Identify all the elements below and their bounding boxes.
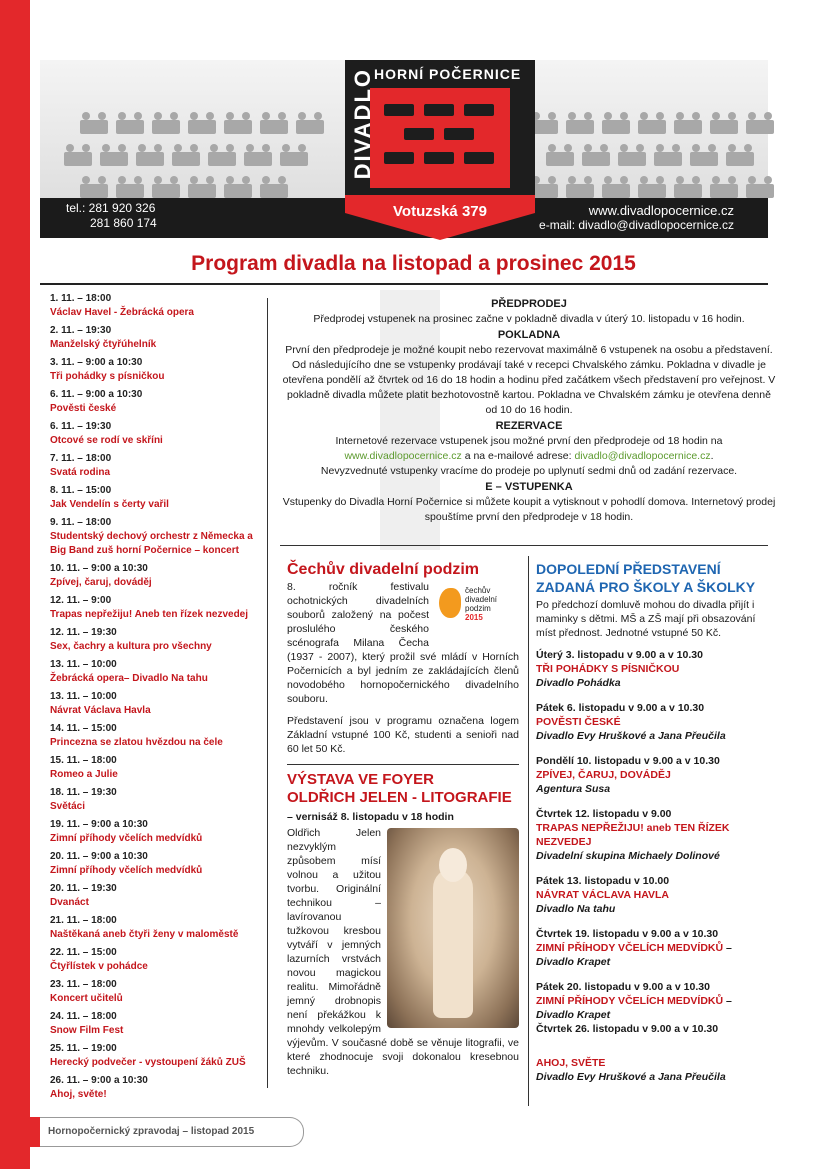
school-shows-list — [536, 648, 768, 1084]
column-divider-2 — [528, 556, 529, 1106]
school-show — [536, 648, 768, 690]
phone-1: tel.: 281 920 326 — [66, 201, 156, 215]
phone-numbers — [66, 201, 157, 231]
schedule-title: Zimní příhody včelích medvídků — [50, 833, 203, 844]
show-title: TRAPAS NEPŘEŽIJU! aneb TEN ŘÍZEK NEZVEDEJ — [536, 822, 730, 848]
show-when: Pátek 13. listopadu v 10.00 — [536, 875, 670, 887]
show-title: NÁVRAT VÁCLAVA HAVLA — [536, 889, 669, 901]
schedule-date: 7. 11. – 18:00 — [50, 453, 112, 464]
address: Votuzská 379 — [393, 203, 487, 220]
schedule-item — [50, 562, 265, 590]
schedule-item — [50, 818, 265, 846]
show-title: ZIMNÍ PŘÍHODY VČELÍCH MEDVÍDKŮ — [536, 942, 724, 954]
logo-side-left: DIVADLO — [350, 68, 375, 180]
school-show — [536, 927, 768, 969]
schedule-title: Trapas nepřežiju! Aneb ten řízek nezvedej — [50, 609, 249, 620]
schedule-item — [50, 356, 265, 384]
schedule-date: 9. 11. – 18:00 — [50, 517, 112, 528]
schedule-title: Václav Havel - Žebrácká opera — [50, 307, 194, 318]
logo-side-right: DIVADLO — [729, 620, 741, 681]
website-link[interactable]: www.divadlopocernice.cz — [588, 203, 734, 218]
schedule-item — [50, 420, 265, 448]
schedule-title: Princezna se zlatou hvězdou na čele — [50, 737, 223, 748]
show-company: Divadelní skupina Michaely Dolinové — [536, 850, 720, 862]
cech-text-2: Představení jsou v programu označena logem Základní vstupné 100 Kč, studenti a senioři nad 60 let 50 Kč. — [287, 715, 519, 755]
logo-red-panel — [370, 88, 510, 188]
show-when: Pondělí 10. listopadu v 9.00 a v 10.30 — [536, 755, 720, 767]
vernisaz-date: – vernisáž 8. listopadu v 18 hodin — [287, 811, 454, 823]
middle-column — [287, 560, 519, 1078]
show-company: Divadlo Na tahu — [536, 903, 616, 915]
school-show — [536, 807, 768, 863]
schedule-title: Svatá rodina — [50, 467, 111, 478]
show-title: AHOJ, SVĚTE — [536, 1057, 606, 1069]
show-title: POVĚSTI ČESKÉ — [536, 716, 621, 728]
rezervace-email-link[interactable]: divadlo@divadlopocernice.cz — [574, 450, 711, 462]
schedule-title: Sex, čachry a kultura pro všechny — [50, 641, 212, 652]
schedule-date: 21. 11. – 18:00 — [50, 915, 117, 926]
festival-head-icon — [439, 588, 461, 618]
schedule-item — [50, 690, 265, 718]
pokladna-text: První den předprodeje je možné koupit nebo rezervovat maximálně 6 vstupenek na osobu a představení. Od následujícího dne se vstupenky prodávají také v recepci Chvalského zámku. Pokladna v divadle je otevřena pondělí až čtvrtek od 16 do 18 hodin a hodinu před začátkem všech představení pro veřejnost. V pokladně divadla můžete platit bezhotovostně kartou. Pokladna ve Chvalském zámku je otevřena denně od 10 do 16 hodin. — [282, 344, 776, 416]
schedule-title: Dvanáct — [50, 897, 89, 908]
schedule-title: Pověsti české — [50, 403, 117, 414]
footer-text: Hornopočernický zpravodaj – listopad 2015 — [48, 1126, 255, 1137]
schedule-title: Tři pohádky s písničkou — [50, 371, 165, 382]
show-company: Divadlo Pohádka — [536, 677, 621, 689]
show-title: ZIMNÍ PŘÍHODY VČELÍCH MEDVÍDKŮ — [536, 995, 724, 1007]
schedule-item — [50, 484, 265, 512]
schedule-item — [50, 658, 265, 686]
schedule-item — [50, 786, 265, 814]
schedule-title: Naštěkaná aneb čtyři ženy v maloměstě — [50, 929, 239, 940]
dopoledni-intro: Po předchozí domluvě mohou do divadla přijít i maminky s dětmi. MŠ a ZŠ mají při obsazování míst přednost. Jednotné vstupné 50 Kč. — [536, 599, 756, 639]
schedule-title: Světáci — [50, 801, 86, 812]
school-show — [536, 1056, 768, 1084]
schedule-item — [50, 978, 265, 1006]
seats-decoration-left-3 — [80, 184, 288, 198]
schedule-item — [50, 452, 265, 480]
schedule-date: 6. 11. – 9:00 a 10:30 — [50, 389, 143, 400]
seats-decoration-left-2 — [64, 152, 308, 166]
schedule-item — [50, 594, 265, 622]
ticket-info — [280, 296, 778, 525]
show-company: Divadlo Evy Hruškové a Jana Přeučila — [536, 1071, 726, 1083]
show-when: Úterý 3. listopadu v 9.00 a v 10.30 — [536, 649, 703, 661]
schedule-title: Romeo a Julie — [50, 769, 118, 780]
festival-logo-text — [465, 586, 519, 622]
logo-top-text: HORNÍ POČERNICE — [374, 66, 522, 82]
schedule-item — [50, 516, 265, 558]
festival-logo-year: 2015 — [465, 613, 483, 622]
schedule-date: 20. 11. – 9:00 a 10:30 — [50, 851, 148, 862]
show-company: Divadlo Evy Hruškové a Jana Přeučila — [536, 730, 726, 742]
schedule-date: 19. 11. – 9:00 a 10:30 — [50, 819, 148, 830]
schedule-title: Čtyřlístek v pohádce — [50, 961, 148, 972]
schedule-item — [50, 626, 265, 654]
show-when: Čtvrtek 19. listopadu v 9.00 a v 10.30 — [536, 928, 719, 940]
schedule-title: Zimní příhody včelích medvídků — [50, 865, 203, 876]
schedule-date: 2. 11. – 19:30 — [50, 325, 112, 336]
schedule-item — [50, 388, 265, 416]
seats-decoration-left — [80, 120, 324, 134]
vystava-title-1: VÝSTAVA VE FOYER — [287, 771, 434, 788]
schedule-title: Snow Film Fest — [50, 1025, 124, 1036]
schedule-date: 1. 11. – 18:00 — [50, 293, 112, 304]
schedule-title: Manželský čtyřúhelník — [50, 339, 157, 350]
schedule-title: Jak Vendelín s čerty vařil — [50, 499, 169, 510]
seats-decoration-right — [530, 120, 774, 134]
schedule-date: 24. 11. – 18:00 — [50, 1011, 117, 1022]
evstupenka-heading: E – VSTUPENKA — [485, 481, 573, 493]
school-show — [536, 754, 768, 796]
schedule-date: 18. 11. – 19:30 — [50, 787, 117, 798]
email-link[interactable]: e-mail: divadlo@divadlopocernice.cz — [539, 218, 734, 232]
festival-logo-name: čechův divadelní podzim — [465, 586, 498, 613]
rezervace-web-link[interactable]: www.divadlopocernice.cz — [344, 450, 462, 462]
show-when-2: Čtvrtek 26. listopadu v 9.00 a v 10.30 — [536, 1023, 719, 1035]
schedule-title: Ahoj, světe! — [50, 1089, 107, 1100]
schedule-title: Herecký podvečer - vystoupení žáků ZUŠ — [50, 1057, 246, 1068]
schedule-date: 12. 11. – 9:00 — [50, 595, 112, 606]
school-show — [536, 701, 768, 743]
rezervace-text-1: Internetové rezervace vstupenek jsou možné první den předprodeje od 18 hodin na — [335, 435, 723, 447]
schedule-date: 12. 11. – 19:30 — [50, 627, 117, 638]
schedule-item — [50, 722, 265, 750]
schedule-item — [50, 324, 265, 352]
schedule-date: 25. 11. – 19:00 — [50, 1043, 117, 1054]
pokladna-heading: POKLADNA — [497, 329, 561, 341]
schedule-item — [50, 946, 265, 974]
schedule-title: Studentský dechový orchestr z Německa a Big Band zuš horní Počernice – koncert — [50, 531, 253, 556]
show-when: Pátek 20. listopadu v 9.00 a v 10.30 — [536, 981, 710, 993]
schedule-item — [50, 882, 265, 910]
schedule-date: 26. 11. – 9:00 a 10:30 — [50, 1075, 148, 1086]
footer — [40, 1117, 304, 1147]
predprodej-heading: PŘEDPRODEJ — [491, 298, 567, 310]
schedule-date: 23. 11. – 18:00 — [50, 979, 117, 990]
event-schedule — [50, 292, 265, 1106]
schedule-date: 22. 11. – 15:00 — [50, 947, 117, 958]
schedule-date: 6. 11. – 19:30 — [50, 421, 112, 432]
evstupenka-text: Vstupenky do Divadla Horní Počernice si můžete koupit a vytisknout v pohodlí domova. Internetový prodej spouštíme první den předprodeje v 18 hodin. — [282, 496, 776, 523]
show-company: – Divadlo Krapet — [536, 995, 732, 1021]
schedule-item — [50, 292, 265, 320]
title-divider — [40, 283, 768, 285]
show-when: Pátek 6. listopadu v 9.00 a v 10.30 — [536, 702, 705, 714]
show-when: Čtvrtek 12. listopadu v 9.00 — [536, 808, 672, 820]
show-company: Agentura Susa — [536, 783, 611, 795]
rezervace-text — [280, 434, 778, 479]
show-company: – Divadlo Krapet — [536, 942, 732, 968]
schedule-title: Koncert učitelů — [50, 993, 123, 1004]
schedule-title: Žebrácká opera– Divadlo Na tahu — [50, 673, 208, 684]
schedule-item — [50, 914, 265, 942]
rezervace-end: . — [710, 450, 714, 462]
dopoledni-heading-1: DOPOLEDNÍ PŘEDSTAVENÍ — [536, 561, 721, 577]
schedule-item — [50, 850, 265, 878]
school-show — [536, 874, 768, 916]
red-side-stripe — [0, 0, 30, 1169]
school-show — [536, 980, 768, 1036]
cech-text-1: 8. ročník festivalu ochotnických divadelních souborů založený na počest proslulého českého scénografa Milana Čecha (1937 - 2007), který prožil své mládí v Horních Počernicích a byl jedním ze zakládajících členů novodobého hornopočernického divadelního souboru. — [287, 581, 519, 705]
phone-2: 281 860 174 — [90, 216, 157, 230]
footer-red-tab — [0, 1117, 40, 1147]
contact-web — [539, 203, 734, 233]
rezervace-mid: a na e-mailové adrese: — [461, 450, 575, 462]
middle-divider — [287, 764, 519, 765]
rezervace-text-2: Nevyzvednuté vstupenky vracíme do prodeje po uplynutí sedmi dnů od zadání rezervace. — [320, 465, 738, 477]
schedule-item — [50, 1042, 265, 1070]
show-title: TŘI POHÁDKY S PÍSNIČKOU — [536, 663, 680, 675]
schedule-title: Zpívej, čaruj, dováděj — [50, 577, 152, 588]
schedule-date: 8. 11. – 15:00 — [50, 485, 112, 496]
show-title: ZPÍVEJ, ČARUJ, DOVÁDĚJ — [536, 769, 671, 781]
schedule-date: 13. 11. – 10:00 — [50, 659, 117, 670]
schedule-item — [50, 1074, 265, 1102]
column-divider — [267, 298, 268, 1088]
schedule-date: 20. 11. – 19:30 — [50, 883, 117, 894]
schedule-item — [50, 754, 265, 782]
info-divider — [280, 545, 768, 546]
schedule-date: 14. 11. – 15:00 — [50, 723, 117, 734]
schedule-date: 10. 11. – 9:00 a 10:30 — [50, 563, 148, 574]
schedule-date: 3. 11. – 9:00 a 10:30 — [50, 357, 143, 368]
predprodej-text: Předprodej vstupenek na prosinec začne v pokladně divadla v úterý 10. listopadu v 16 hodin. — [313, 313, 745, 325]
right-column — [536, 560, 768, 1095]
page-title: Program divadla na listopad a prosinec 2015 — [191, 252, 636, 275]
vystava-title-2: OLDŘICH JELEN - LITOGRAFIE — [287, 789, 512, 806]
seats-decoration-right-2 — [546, 152, 754, 166]
schedule-title: Návrat Václava Havla — [50, 705, 151, 716]
rezervace-heading: REZERVACE — [495, 420, 563, 432]
schedule-item — [50, 1010, 265, 1038]
litography-image — [387, 828, 519, 1028]
vystava-text: Oldřich Jelen nezvyklým způsobem mísí volnou a užitou tvorbu. Originální technikou – lavírovanou tužkovou kresbou vytváří v jemných lazurních vrstvách novou magickou realitu. Mimořádně jemný drobnopis není překážkou k mnohdy velkolepým výjevům. V současné době se věnuje litografii, ve které zhodnocuje svoji dokonalou kresebnou techniku. — [287, 827, 519, 1077]
schedule-date: 15. 11. – 18:00 — [50, 755, 117, 766]
dopoledni-heading-2: ZADANÁ PRO ŠKOLY A ŠKOLKY — [536, 579, 756, 595]
seats-decoration-right-3 — [530, 184, 774, 198]
cech-heading: Čechův divadelní podzim — [287, 561, 480, 578]
schedule-date: 13. 11. – 10:00 — [50, 691, 117, 702]
festival-logo — [435, 582, 519, 634]
schedule-title: Otcové se rodí ve skříni — [50, 435, 163, 446]
